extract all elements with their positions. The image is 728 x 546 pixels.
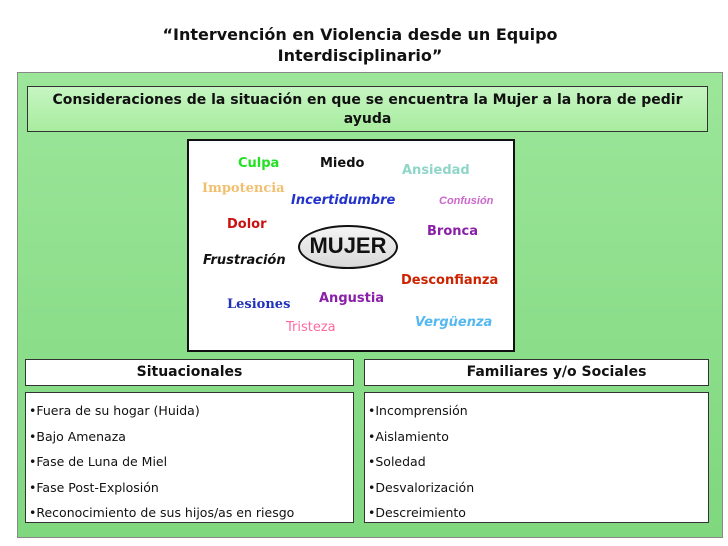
- header-box: Consideraciones de la situación en que se encuentra la Mujer a la hora de pedir ayuda: [27, 86, 708, 132]
- word-frustracion: Frustración: [203, 253, 286, 268]
- list-item: •Fuera de su hogar (Huida): [29, 403, 200, 418]
- list-item: •Incomprensión: [368, 403, 468, 418]
- word-dolor: Dolor: [227, 217, 267, 232]
- situacionales-list: [25, 392, 354, 523]
- list-item: •Desvalorización: [368, 479, 475, 495]
- word-tristeza: Tristeza: [286, 320, 336, 335]
- list-item: •Fase Post-Explosión: [29, 479, 159, 495]
- list-item: •Fase de Luna de Miel: [29, 454, 168, 469]
- word-angustia: Angustia: [319, 291, 385, 306]
- list-item: •Descreimiento: [368, 505, 466, 520]
- word-impotencia: Impotencia: [202, 181, 285, 196]
- list-item: •Reconocimiento de sus hijos/as en riesgo: [29, 505, 295, 520]
- word-miedo: Miedo: [320, 156, 365, 171]
- list-item: •Aislamiento: [368, 428, 449, 444]
- word-lesiones: Lesiones: [227, 297, 291, 312]
- situacionales-heading: Situacionales: [25, 359, 354, 386]
- familiares-list: [364, 392, 709, 523]
- word-confusion: Confusión: [439, 195, 494, 207]
- page-title: “Intervención en Violencia desde un Equipo Interdisciplinario”: [162, 25, 558, 65]
- word-incertidumbre: Incertidumbre: [291, 193, 396, 208]
- mujer-center-ellipse: MUJER: [298, 225, 398, 269]
- word-desconfianza: Desconfianza: [401, 273, 499, 288]
- word-culpa: Culpa: [238, 156, 280, 171]
- familiares-heading: Familiares y/o Sociales: [364, 359, 709, 386]
- word-bronca: Bronca: [427, 224, 478, 239]
- word-verguenza: Vergüenza: [415, 315, 493, 330]
- list-item: •Soledad: [368, 454, 426, 469]
- list-item: •Bajo Amenaza: [29, 428, 126, 444]
- word-ansiedad: Ansiedad: [402, 163, 470, 178]
